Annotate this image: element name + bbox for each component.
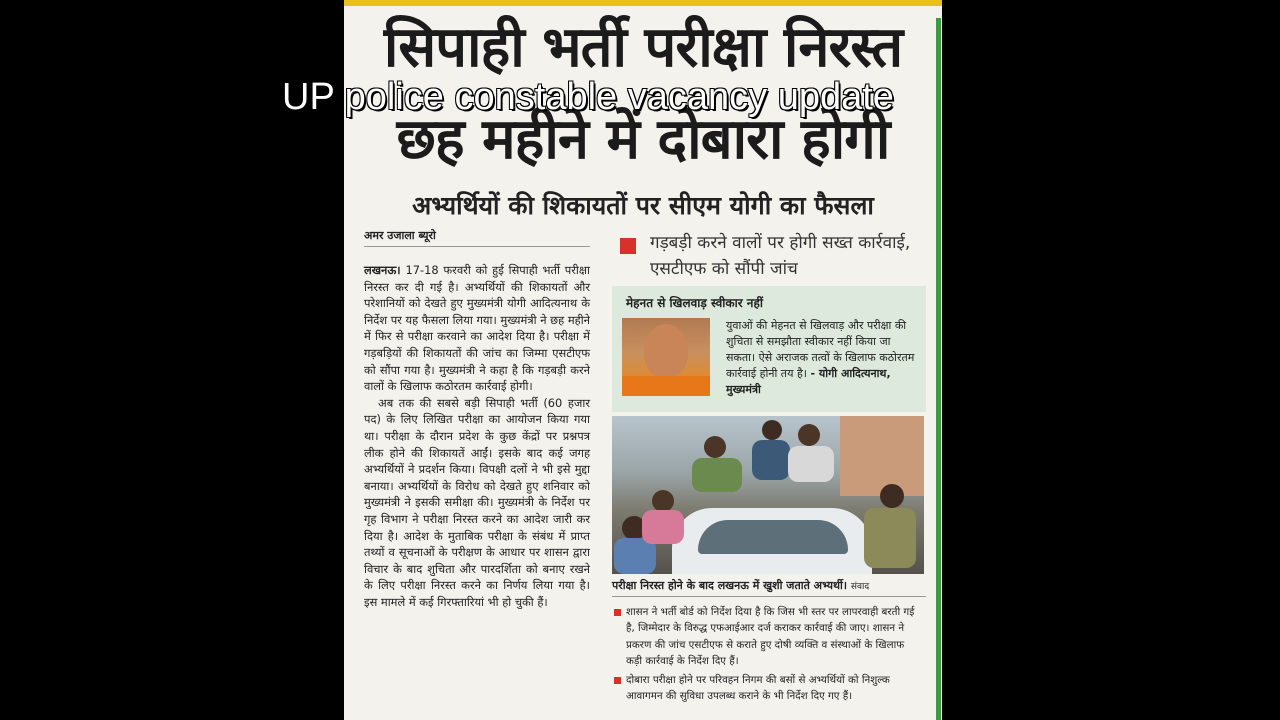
byline: अमर उजाला ब्यूरो — [364, 229, 436, 242]
photo-person — [788, 446, 834, 482]
article-body — [364, 262, 590, 610]
photo-person — [692, 458, 742, 492]
headline-line-2: छह महीने में दोबारा होगी — [396, 107, 890, 172]
photo-person — [880, 484, 904, 508]
photo-building — [840, 416, 924, 496]
portrait-robe — [622, 376, 710, 396]
portrait-face — [644, 324, 688, 378]
bullet-text: दोबारा परीक्षा होने पर परिवहन निगम की बसों से अभ्यर्थियों को निशुल्क आवागमन की सुविधा उपलब्ध कराने के भी निर्देश दिए गए हैं। — [626, 673, 890, 703]
headline-line-1: सिपाही भर्ती परीक्षा निरस्त — [383, 15, 903, 80]
bullet-list — [614, 604, 920, 706]
kicker-bullet-icon — [620, 238, 636, 254]
quote-text — [726, 318, 922, 398]
photo-credit: संवाद — [850, 582, 870, 592]
photo-windshield — [698, 520, 848, 554]
kicker-text: गड़बड़ी करने वालों पर होगी सख्त कार्रवाई, एसटीएफ को सौंपी जांच — [650, 233, 911, 279]
quote-body: युवाओं की मेहनत से खिलवाड़ और परीक्षा की शुचिता से समझौता स्वीकार नहीं किया जा सकता। ऐसे अराजक तत्वों के खिलाफ कठोरतम कार्रवाई होनी तय है। — [726, 319, 915, 380]
quote-box-title: मेहनत से खिलवाड़ स्वीकार नहीं — [626, 296, 763, 310]
photo-person — [798, 424, 820, 446]
photo-person — [762, 420, 782, 440]
caption-divider — [612, 596, 926, 597]
chief-minister-portrait — [622, 318, 710, 396]
article-paragraph-1 — [364, 262, 590, 395]
photo-person — [704, 436, 726, 458]
bullet-item — [614, 672, 920, 705]
photo-person — [652, 490, 674, 512]
paragraph-1-text: 17-18 फरवरी को हुई सिपाही भर्ती परीक्षा निरस्त कर दी गई है। अभ्यर्थियों की शिकायतों और परेशानियों को देखते हुए मुख्यमंत्री योगी आदित्यनाथ के निर्देश पर यह फैसला लिया गया। मुख्यमंत्री ने छह महीने में फिर से परीक्षा करवाने का आदेश दिया है। परीक्षा में गड़बड़ियों की शिकायतों की जांच का जिम्मा एसटीएफ को सौंपा गया है। मुख्यमंत्री ने कहा है कि गड़बड़ी करने वालों के खिलाफ कठोरतम कार्रवाई होगी। — [364, 263, 591, 394]
red-bullet-icon — [614, 677, 621, 684]
dateline: लखनऊ। — [364, 263, 401, 277]
photo-caption-text: परीक्षा निरस्त होने के बाद लखनऊ में खुशी जताते अभ्यर्थी। — [612, 579, 848, 592]
article-paragraph-2: अब तक की सबसे बड़ी सिपाही भर्ती (60 हजार पद) के लिए लिखित परीक्षा का आयोजन किया गया था। परीक्षा के दौरान प्रदेश के कुछ केंद्रों पर प्रश्नपत्र लीक होने की शिकायतें आईं। इसके बाद कई जगह अभ्यर्थियों ने प्रदर्शन किया। विपक्षी दलों ने भी इसे मुद्दा बनाया। अभ्यर्थियों के विरोध को देखते हुए शनिवार को मुख्यमंत्री ने इसकी समीक्षा की। मुख्यमंत्री के निर्देश पर गृह विभाग ने परीक्षा निरस्त करने का आदेश जारी कर दिया है। आदेश के मुताबिक परीक्षा के संबंध में प्राप्त तथ्यों व सूचनाओं के परीक्षण के आधार पर शासन द्वारा विचार के बाद शुचिता और पारदर्शिता को बनाए रखने के लिए परीक्षा निरस्त करने का निर्णय लिया गया है। इस मामले में कई गिरफ्तारियां भी हो चुकी हैं। — [364, 395, 590, 609]
bullet-item — [614, 604, 920, 670]
subheadline: अभ्यर्थियों की शिकायतों पर सीएम योगी का फैसला — [412, 191, 874, 220]
bullet-text: शासन ने भर्ती बोर्ड को निर्देश दिया है कि जिस भी स्तर पर लापरवाही बरती गई है, जिम्मेदार के विरुद्ध एफआईआर दर्ज कराकर कार्रवाई की जाए। शासन ने प्रकरण की जांच एसटीएफ से कराते हुए दोषी व्यक्ति व संस्थाओं के खिलाफ कड़ी कार्रवाई के निर्देश दिए हैं। — [626, 606, 915, 668]
celebration-photo — [612, 416, 924, 574]
quote-box — [612, 286, 926, 412]
byline-divider — [364, 246, 590, 247]
photo-caption — [612, 578, 926, 593]
photo-person — [642, 510, 684, 544]
photo-person — [752, 440, 790, 480]
red-bullet-icon — [614, 609, 621, 616]
top-color-strip — [344, 0, 942, 6]
video-overlay-title: UP police constable vacancy update — [282, 76, 894, 118]
photo-person — [864, 508, 916, 568]
quote-attribution: - योगी आदित्यनाथ, मुख्यमंत्री — [726, 367, 891, 396]
